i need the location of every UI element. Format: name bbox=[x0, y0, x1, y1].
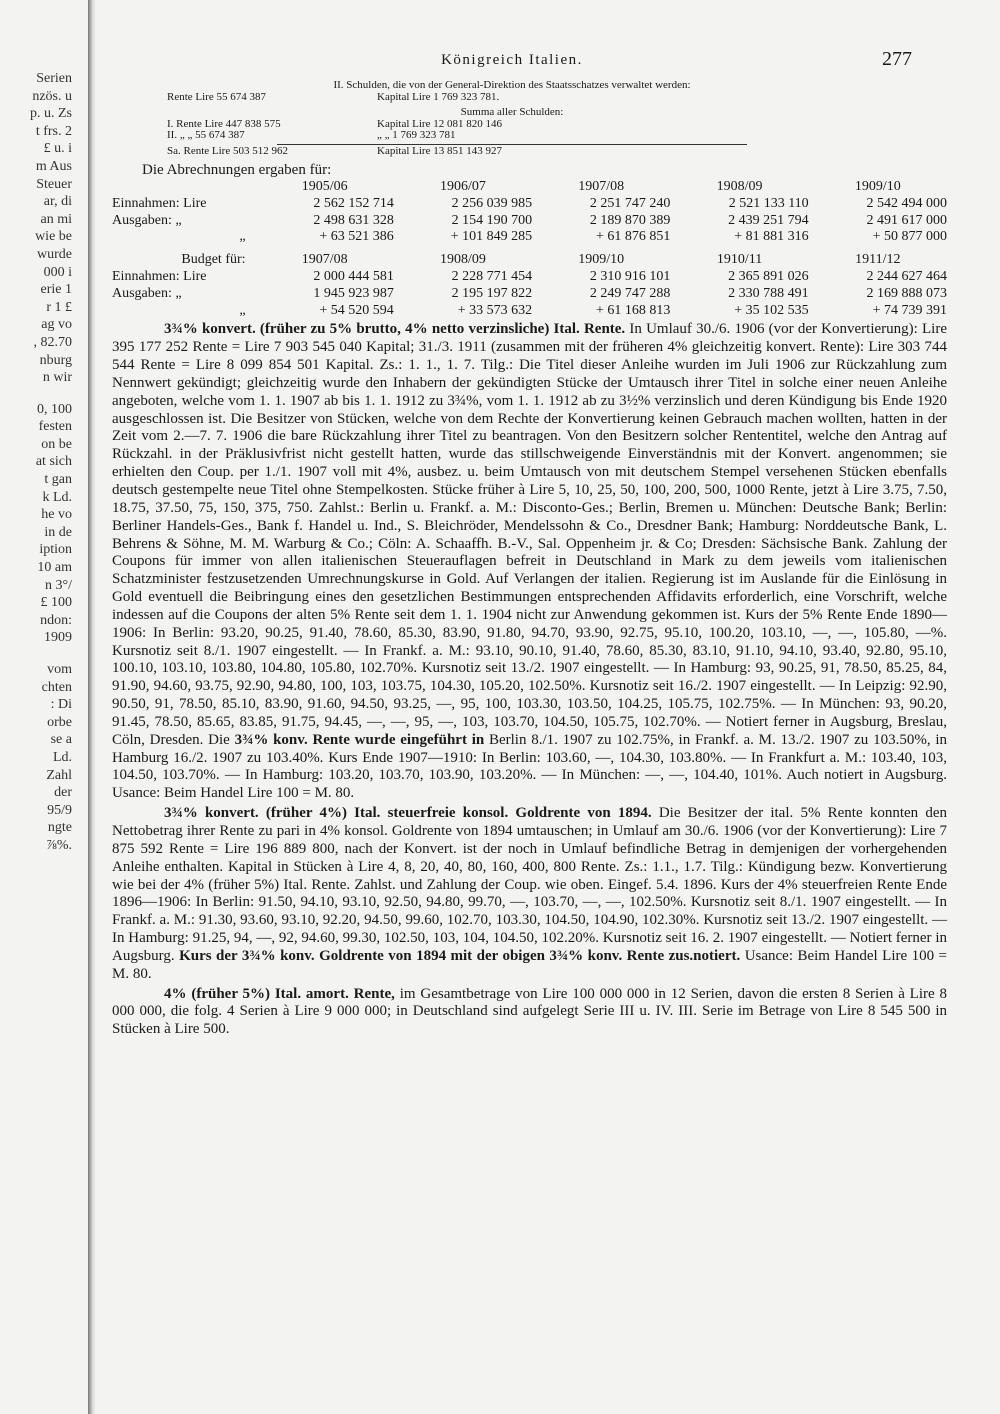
margin-line: nzös. u bbox=[32, 88, 72, 104]
book-spine-shadow bbox=[88, 0, 96, 1414]
table-cell: 2 000 444 581 bbox=[313, 268, 394, 284]
table-cell: + 50 877 000 bbox=[872, 229, 947, 245]
year-header: 1906/07 bbox=[440, 179, 486, 194]
row-label: „ bbox=[239, 229, 246, 245]
row-label: Einnahmen: Lire bbox=[112, 268, 207, 284]
table-cell: 2 249 747 288 bbox=[589, 285, 671, 301]
accounts-table bbox=[112, 179, 947, 319]
table-cell: 2 244 627 464 bbox=[866, 268, 947, 284]
table-cell: 2 521 133 110 bbox=[728, 195, 809, 211]
margin-line: he vo bbox=[41, 507, 72, 523]
margin-line: 1909 bbox=[44, 630, 72, 646]
year-header: 1905/06 bbox=[301, 179, 348, 194]
table-cell: 2 498 631 328 bbox=[313, 212, 394, 228]
margin-line: 000 i bbox=[43, 264, 72, 280]
margin-line: k Ld. bbox=[42, 489, 72, 505]
summary-kapital: Kapital Lire 1 769 323 781. bbox=[377, 90, 500, 103]
page-number: 277 bbox=[882, 48, 912, 70]
margin-line: t frs. 2 bbox=[35, 123, 72, 139]
table-cell: 2 251 747 240 bbox=[589, 195, 671, 211]
year-header: 1911/12 bbox=[855, 252, 901, 268]
paragraph-heading: 3¾% konvert. (früher zu 5% brutto, 4% netto verzinsliche) Ital. Rente. bbox=[164, 321, 626, 338]
summary-total-kapital: Kapital Lire 13 851 143 927 bbox=[377, 144, 502, 157]
table-cell: 2 256 039 985 bbox=[451, 195, 533, 211]
margin-line: t gan bbox=[44, 472, 72, 488]
margin-line: 10 am bbox=[37, 560, 72, 576]
row-label: Ausgaben: „ bbox=[112, 285, 182, 301]
margin-line: vom bbox=[47, 662, 72, 677]
margin-line: der bbox=[54, 785, 72, 801]
margin-line: , 82.70 bbox=[33, 334, 72, 350]
year-header: 1908/09 bbox=[716, 179, 763, 194]
table-cell: + 54 520 594 bbox=[319, 302, 394, 318]
year-header: 1908/09 bbox=[440, 252, 486, 268]
table-row bbox=[112, 286, 947, 303]
paragraph-body: In Umlauf 30./6. 1906 (vor der Konvertierung): Lire 395 177 252 Rente = Lire 7 903 545 040 Kapital; 31./3. 1911 (zusammen mit der früheren 4% gleichzeitig konvert. Rente): Lire 303 744 544 Rente = Lire 8 099 854 501 Kapital. Zs.: 1. 1., 1. 7. Tilg.: Die Titel dieser Anleihe wurden im Juli 1906 zur Rückzahlung zum Nennwert gekündigt; gleichzeitig wurde den Inhabern der gekündigten Stücke der Umtausch ihrer Titel in solche einer neuen Anleihe angeboten, welche vom 1. 1. 1907 ab bis 1. 1. 1912 zu 3¾%, vom 1. 1. 1912 ab zu 3½% verzinslich und deren Kündigung bis Ende 1920 ausgeschlossen ist. Die Besitzer von Stücken, welche von dem Rechte der Konvertierung keinen Gebrauch machen wollten, hatten in der Zeit vom 2.—7. 7. 1906 die bare Rückzahlung ihrer Titel zu beantragen. Von den Besitzern solcher Rententitel, welche den Antrag auf Rückzahl. in der Präklusivfrist nicht gestellt hatten, wurde das stillschweigende Einverständnis mit der Konvert. angenommen; sie erhielten den Coup. per 1./1. 1907 voll mit 4%, ausbez. u. beim Umtausch von mit deutschem Stempel versehenen Stücken ebenfalls deutsch gestempelte neue Titel ohne Stempelkosten. Stücke früher à Lire 5, 10, 25, 50, 100, 200, 500, 1000 Rente, jetzt à Lire 3.75, 7.50, 18.75, 37.50, 75, 150, 375, 750. Zahlst.: Berlin u. Frankf. a. M.: Disconto-Ges.; Berlin, Bremen u. München: Deutsche Bank; Berlin: Berliner Handels-Ges., Bank f. Handel u. Ind., S. Bleichröder, Mendelssohn & Co., Dresdner Bank; Hamburg: Norddeutsche Bank, L. Behrens & Söhne, M. M. Warburg & Co.; Cöln: A. Schaaffh. B.-V., Sal. Oppenheim jr. & Co; Dresden: Sächsische Bank. Zahlung der Coupons für immer von allen italienischen Steuerauflagen befreit in Deutschland in Mark zu dem jeweils vom italienischen Schatzminister festzusetzenden Umrechnungskurse in Gold. Auf Verlangen der italien. Regierung ist im Auslande für die Einlösung in Gold eventuell die Beibringung eines den gesetzlichen Bestimmungen entsprechenden Affidavits erforderlich, eine Vorschrift, welche indessen auf die Coupons der alten 5% Rente seit dem 1. 1. 1904 nicht zur Anwendung gekommen ist. Kurs der 5% Rente Ende 1890—1906: In Berlin: 93.20, 90.25, 91.40, 78.60, 85.30, 83.90, 91.80, 94.70, 93.90, 92.75, 95.10, 100.20, 103.10, —, —, 105.80, —%. Kursnotiz seit 8./1. 1907 eingestellt. — In Frankf. a. M.: 93.10, 90.10, 91.40, 78.60, 85.30, 83.10, 91.10, 94.10, 93.40, 92.80, 95.10, 100.10, 103.10, 103.80, 104.80, 105.80, 102.70%. Kursnotiz seit 13./2. 1907 eingestellt. — In Hamburg: 93, 90.25, 91, 78.50, 85.25, 84, 91.90, 94.60, 93.75, 92.90, 94.80, 100, 103, 103.75, 104.30, 105.20, 102.50%. Kursnotiz seit 16./2. 1907 eingestellt. — In Leipzig: 92.90, 90.50, 91, 78.50, 85.10, 83.90, 91.60, 94.50, 93.25, —, 95, 100, 103.30, 103.50, 104.25, 105.75, 102.75%. — In München: 93, 90.20, 91.45, 78.50, 85.65, 83.85, 91.75, 94.45, —, —, 95, —, 103, 103.70, 104.50, 105.75, 102.70%. — Notiert ferner in Augsburg, Breslau, Cöln, Dresden. Die bbox=[112, 321, 947, 748]
table-cell: + 33 573 632 bbox=[457, 302, 533, 318]
table-cell: 2 310 916 101 bbox=[589, 268, 671, 284]
summary-rente: Rente Lire 55 674 387 bbox=[167, 90, 266, 103]
paragraph-heading: 3¾% konvert. (früher 4%) Ital. steuerfreie konsol. Goldrente von 1894. bbox=[164, 805, 652, 822]
margin-line: : Di bbox=[50, 697, 72, 713]
margin-line: ar, di bbox=[43, 194, 72, 210]
table-cell: 2 169 888 073 bbox=[866, 285, 947, 301]
margin-line: Steuer bbox=[36, 176, 72, 192]
margin-line: 95/9 bbox=[47, 802, 72, 818]
margin-line: n 3°/ bbox=[45, 577, 72, 593]
debt-summary bbox=[112, 80, 912, 157]
margin-line: at sich bbox=[35, 454, 72, 470]
table-cell: 2 189 870 389 bbox=[589, 212, 671, 228]
table-row bbox=[112, 196, 947, 213]
margin-line: festen bbox=[38, 419, 72, 435]
table-cell: + 81 881 316 bbox=[734, 229, 809, 245]
margin-line: on be bbox=[41, 436, 72, 452]
margin-line: r 1 £ bbox=[46, 299, 72, 315]
margin-line: wie be bbox=[35, 229, 72, 245]
margin-line: 0, 100 bbox=[37, 401, 72, 417]
margin-line: ⅞%. bbox=[46, 837, 72, 853]
amort-rente-paragraph bbox=[112, 986, 947, 1040]
margin-line: p. u. Zs bbox=[30, 106, 72, 122]
margin-block-1 bbox=[0, 70, 72, 387]
margin-line: iption bbox=[39, 542, 72, 558]
table-row bbox=[112, 213, 947, 230]
margin-line: chten bbox=[41, 679, 72, 695]
summary-kapital: Kapital Lire 12 081 820 146 bbox=[377, 117, 502, 130]
margin-line: n wir bbox=[42, 370, 72, 386]
margin-line: Ld. bbox=[52, 749, 72, 765]
table-cell: + 61 876 851 bbox=[595, 229, 671, 245]
table-cell: + 63 521 386 bbox=[319, 229, 394, 245]
summary-kapital: „ „ 1 769 323 781 bbox=[377, 129, 456, 141]
paragraph-body: Berlin 8./1. 1907 zu 102.75%, in Frankf. a. M. 13./2. 1907 zu 103.50%, in Hamburg 16./2. 1907 zu 103.40%. Kurs Ende 1907—1910: In Berlin: 103.60, —, 104.30, 103.80%. — In Frankfurt a. M.: 103.40, 103, 104.50, 103.70%. — In Hamburg: 103.20, 103.70, 103.90, 103.20%. — In München: —, —, 104.40, 101%. Auch notiert in Augsburg. Usance: Beim Handel Lire 100 = M. 80. bbox=[112, 731, 947, 802]
margin-line: m Aus bbox=[35, 158, 72, 174]
table-row bbox=[112, 303, 947, 320]
table-cell: + 61 168 813 bbox=[595, 302, 671, 318]
year-header: 1909/10 bbox=[854, 179, 901, 194]
table-cell: 2 439 251 794 bbox=[728, 212, 809, 228]
abrechnungen-intro: Die Abrechnungen ergaben für: bbox=[142, 162, 332, 178]
margin-line: £ u. i bbox=[43, 141, 72, 157]
margin-line: in de bbox=[44, 524, 72, 540]
summary-sum-rule bbox=[277, 144, 747, 145]
paragraph-body: Die Besitzer der ital. 5% Rente konnten den Nettobetrag ihrer Rente zu pari in 4% konsol. Goldrente von 1894 umtauschen; in Umlauf am 30./6. 1906 (vor der Konvertierung): Lire 7 875 592 Rente = Lire 196 889 800, nach der Konvert. ist der noch in Umlauf befindliche Betrag in demjenigen der vorhergehenden Anleihe enthalten. Kapital in Stücken à Lire 4, 8, 20, 40, 80, 160, 400, 800 Rente. Zs.: 1.1., 1.7. Tilg.: Kündigung bezw. Konvertierung wie bei der 4% (früher 5%) Ital. Rente. Zahlst. und Zahlung der Coup. wie oben. Eingef. 5.4. 1896. Kurs der 4% steuerfreien Rente Ende 1896—1906: In Berlin: 91.50, 94.10, 93.10, 92.50, 94.80, 99.70, —, 103.70, —, —, 102.50%. Kursnotiz seit 8./1. 1907 eingestellt. — In Frankf. a. M.: 91.30, 93.60, 93.10, 92.20, 94.50, 99.60, 102.70, 103.30, 104.50, 104.90, 102.30%. Kursnotiz seit 13./2. 1907 eingestellt. — In Hamburg: 91.25, 94, —, 92, 94.60, 99.30, 102.50, 103, 104, 104.50, 102.20%. Kursnotiz seit 16. 2. 1907 eingestellt. — Notiert ferner in Augsburg. bbox=[112, 805, 947, 964]
margin-line: ag vo bbox=[41, 317, 72, 333]
margin-line: se a bbox=[50, 732, 72, 748]
margin-line: ndon: bbox=[40, 612, 72, 628]
summary-row bbox=[112, 130, 912, 142]
goldrente-paragraph-1894 bbox=[112, 805, 947, 983]
margin-line: an mi bbox=[40, 211, 72, 227]
table-cell: + 101 849 285 bbox=[450, 229, 533, 245]
table-cell: 2 228 771 454 bbox=[451, 268, 533, 284]
margin-block-3 bbox=[0, 661, 72, 855]
year-header: 1907/08 bbox=[301, 252, 348, 268]
table-cell: 1 945 923 987 bbox=[313, 285, 394, 301]
rente-paragraph-3-3-4 bbox=[112, 321, 947, 803]
margin-line: ngte bbox=[47, 820, 72, 836]
summary-row bbox=[112, 92, 912, 104]
table-row bbox=[112, 229, 947, 246]
running-header bbox=[112, 48, 912, 76]
paragraph-emphasis: Kurs der 3¾% konv. Goldrente von 1894 mit der obigen 3¾% konv. Rente zus.notiert. bbox=[179, 947, 741, 964]
margin-line: £ 100 bbox=[40, 595, 72, 611]
paragraph-body: Usance: Beim Handel Lire 100 = M. 80. bbox=[112, 947, 947, 982]
margin-line: nburg bbox=[39, 352, 72, 368]
table-row bbox=[112, 269, 947, 286]
row-label: Einnahmen: Lire bbox=[112, 195, 207, 211]
table-cell: + 35 102 535 bbox=[734, 302, 809, 318]
summary-heading: II. Schulden, die von der General-Direktion des Staatsschatzes verwaltet werden: bbox=[333, 79, 691, 91]
table-cell: 2 154 190 700 bbox=[451, 212, 533, 228]
table-cell: 2 330 788 491 bbox=[728, 285, 809, 301]
paragraph-emphasis: 3¾% konv. Rente wurde eingeführt in bbox=[234, 731, 485, 748]
table-cell: 2 491 617 000 bbox=[866, 212, 947, 228]
summary-total-rente: Sa. Rente Lire 503 512 962 bbox=[167, 144, 288, 157]
table-cell: 2 562 152 714 bbox=[313, 195, 394, 211]
row-label: Ausgaben: „ bbox=[112, 212, 182, 228]
paragraph-body: im Gesamtbetrage von Lire 100 000 000 in 12 Serien, davon die ersten 8 Serien à Lire 8 000 000, die folg. 4 Serien à Lire 9 000 000; in Deutschland sind aufgelegt Serie III u. IV. III. Serie im Betrage von Lire 8 545 500 in Stücken à Lire 500. bbox=[112, 985, 947, 1038]
margin-block-2 bbox=[0, 401, 72, 647]
year-header: 1909/10 bbox=[578, 252, 625, 268]
running-title: Königreich Italien. bbox=[441, 52, 583, 68]
table-header-row bbox=[112, 252, 947, 269]
margin-line: orbe bbox=[47, 714, 72, 730]
summary-rente: I. Rente Lire 447 838 575 bbox=[167, 117, 281, 130]
table-cell: 2 365 891 026 bbox=[728, 268, 809, 284]
table-cell: 2 195 197 822 bbox=[451, 285, 533, 301]
table-cell: + 74 739 391 bbox=[872, 302, 947, 318]
summary-total-row bbox=[112, 146, 912, 158]
table-cell: 2 542 494 000 bbox=[866, 195, 947, 211]
summary-total-heading: Summa aller Schulden: bbox=[460, 106, 564, 118]
year-header: 1907/08 bbox=[578, 179, 625, 194]
row-label: Budget für: bbox=[181, 252, 246, 268]
page-content bbox=[112, 48, 947, 1039]
year-header: 1910/11 bbox=[716, 252, 763, 268]
summary-rente: II. „ „ 55 674 387 bbox=[167, 129, 245, 141]
margin-line: Zahl bbox=[46, 767, 72, 783]
margin-line: wurde bbox=[37, 246, 72, 262]
left-page-margin-fragments bbox=[0, 70, 72, 855]
row-label: „ bbox=[239, 302, 246, 318]
margin-line: erie 1 bbox=[40, 282, 72, 298]
paragraph-heading: 4% (früher 5%) Ital. amort. Rente, bbox=[164, 985, 395, 1002]
margin-line: Serien bbox=[36, 71, 72, 86]
table-header-row bbox=[112, 179, 947, 196]
